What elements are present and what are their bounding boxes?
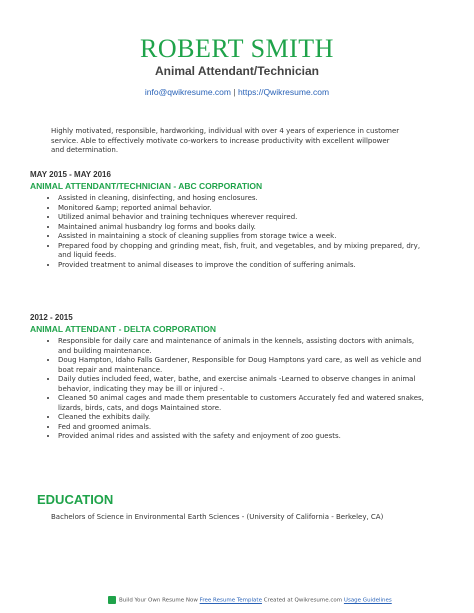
job-1-title: ANIMAL ATTENDANT/TECHNICIAN - ABC CORPORATION <box>30 181 263 191</box>
list-item: • Prepared food by chopping and grinding meat, fish, fruit, and vegetables, and by mixing prepared, dry, and liquid feeds. <box>58 242 428 261</box>
list-item: • Cleaned 50 animal cages and made them presentable to customers Accurately fed and watered snakes, lizards, birds, cats, and dogs Maintained store. <box>58 394 428 413</box>
list-item: • Provided animal rides and assisted with the safety and enjoyment of zoo guests. <box>58 432 428 442</box>
summary-text: Highly motivated, responsible, hardworking, individual with over 4 years of experience in customer service. Able to effectively motivate co-workers to increase productivity with excellent willpower and determination. <box>51 127 400 154</box>
list-item: • Utilized animal behavior and training techniques wherever required. <box>58 213 428 223</box>
job-2-title: ANIMAL ATTENDANT - DELTA CORPORATION <box>30 324 217 334</box>
footer-middle: Created at Qwikresume.com <box>261 597 344 604</box>
job-2-bullets <box>42 337 428 442</box>
list-item: • Daily duties included feed, water, bathe, and exercise animals -Learned to observe changes in animal behavior, indicating they may be ill or injured -. <box>58 375 428 394</box>
list-item: • Monitored &amp; reported animal behavior. <box>58 204 428 214</box>
job-2-dates: 2012 - 2015 <box>30 313 73 322</box>
job-1-bullets <box>42 194 428 270</box>
email-link[interactable]: info@qwikresume.com <box>144 87 231 97</box>
footer-guidelines-link[interactable]: Usage Guidelines <box>343 597 392 604</box>
list-item: • Assisted in maintaining a stock of cleaning supplies from storage twice a week. <box>58 232 428 242</box>
footer-prefix: Build Your Own Resume Now <box>119 597 198 604</box>
list-item: • Doug Hampton, Idaho Falls Gardener, Responsible for Doug Hamptons yard care, as well as vehicle and boat repair and maintenance. <box>58 356 428 375</box>
page-footer <box>108 596 408 604</box>
list-item: • Provided treatment to animal diseases to improve the condition of suffering animals. <box>58 261 428 271</box>
contact-separator: | <box>231 87 238 97</box>
website-link[interactable]: https://Qwikresume.com <box>237 87 330 97</box>
footer-template-link[interactable]: Free Resume Template <box>199 597 262 604</box>
contact-line <box>0 87 474 97</box>
list-item: • Cleaned the exhibits daily. <box>58 413 428 423</box>
education-heading: EDUCATION <box>37 492 114 507</box>
list-item: • Fed and groomed animals. <box>58 423 428 433</box>
list-item: • Responsible for daily care and maintenance of animals in the kennels, assisting doctors with animals, and building maintenance. <box>58 337 428 356</box>
candidate-name: ROBERT SMITH <box>140 34 334 63</box>
list-item: • Maintained animal husbandry log forms and books daily. <box>58 223 428 233</box>
job-1-dates: MAY 2015 - MAY 2016 <box>30 170 111 179</box>
list-item: • Assisted in cleaning, disinfecting, and hosing enclosures. <box>58 194 428 204</box>
candidate-title: Animal Attendant/Technician <box>154 64 319 78</box>
qwikresume-logo-icon <box>108 596 116 604</box>
education-entry: Bachelors of Science in Environmental Earth Sciences - (University of California - Berkeley, CA) <box>51 513 384 521</box>
